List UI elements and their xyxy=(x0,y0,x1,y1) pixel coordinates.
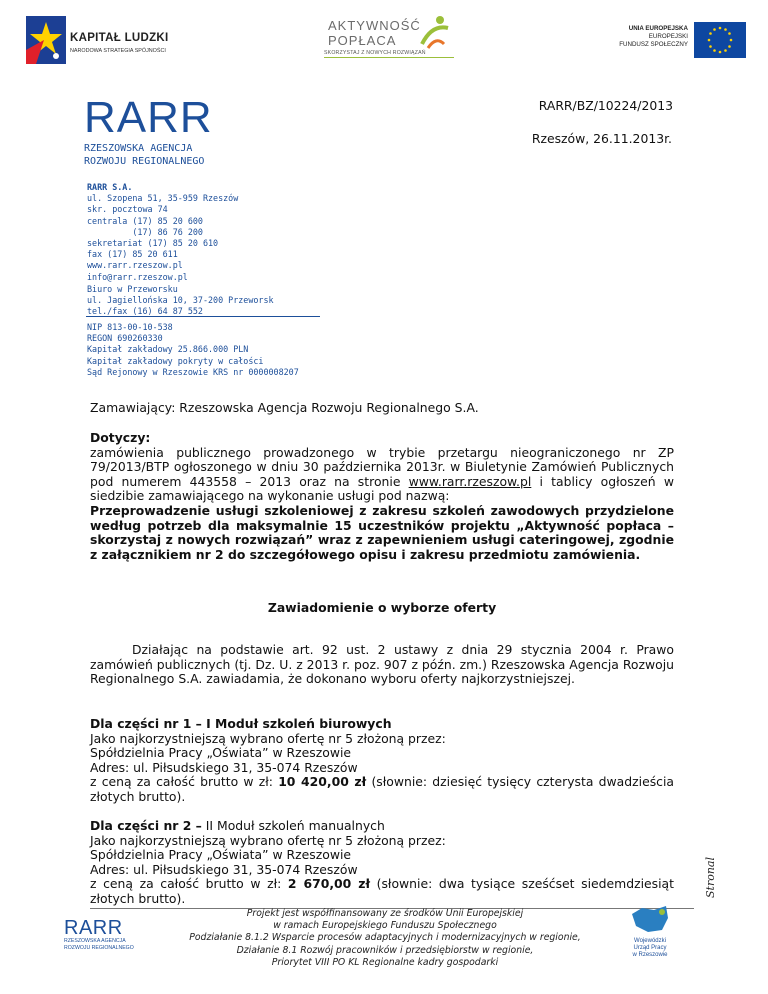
registry-capital-paid: Kapitał zakładowy pokryty w całości xyxy=(87,355,264,366)
kapital-ludzki-title: KAPITAŁ LUDZKI xyxy=(70,32,169,44)
subject-section xyxy=(90,431,674,562)
contact-secretariat: sekretariat (17) 85 20 610 xyxy=(87,238,219,249)
contact-po-box: skr. pocztowa 74 xyxy=(87,204,168,215)
registry-data xyxy=(87,322,299,378)
part2-price-words: (słownie: dwa tysiące sześćset siedemdziesiąt złotych brutto). xyxy=(90,876,674,906)
contact-website: www.rarr.rzeszow.pl xyxy=(87,260,183,271)
registry-nip: NIP 813-00-10-538 xyxy=(87,322,173,332)
aktywnosc-line1: AKTYWNOŚĆ xyxy=(328,18,421,33)
branch-phone: tel./fax (16) 64 87 552 xyxy=(87,306,203,317)
branch-office xyxy=(87,284,274,318)
kapital-ludzki-subtitle: NARODOWA STRATEGIA SPÓJNOŚCI xyxy=(70,48,166,54)
intro-paragraph: Działając na podstawie art. 92 ust. 2 ustawy z dnia 29 stycznia 2004 r. Prawo zamówień publicznych (tj. Dz. U. z 2013 r. poz. 907 z późn. zm.) Rzeszowska Agencja Rozwoju Regionalnego S.A. zawiadamia, że dokonano wyboru oferty najkorzystniejszej. xyxy=(90,642,674,687)
contact-phone-2: (17) 86 76 200 xyxy=(87,226,203,237)
letterhead-divider xyxy=(86,316,320,317)
part2-price-label: z ceną za całość brutto w zł: xyxy=(90,876,288,892)
company-name: RARR S.A. xyxy=(87,182,133,192)
wup-map-icon xyxy=(628,904,672,936)
part1-price-words: (słownie: dziesięć tysięcy czterysta dwadzieścia złotych brutto). xyxy=(90,774,674,804)
aktywnosc-poplaca-logo xyxy=(314,12,464,62)
registry-krs: Sąd Rejonowy w Rzeszowie KRS nr 0000008207 xyxy=(87,366,299,377)
subject-text-b: i tablicy ogłoszeń w siedzibie zamawiającego na wykonanie usługi pod nazwą: xyxy=(90,473,674,504)
running-figure-icon xyxy=(414,14,454,50)
contact-address: ul. Szopena 51, 35-959 Rzeszów xyxy=(87,193,239,204)
footer-line-1: Projekt jest współfinansowany ze środków Unii Europejskiej xyxy=(246,908,524,919)
footer-rarr-sub2: ROZWOJU REGIONALNEGO xyxy=(64,944,134,951)
registry-regon: REGON 690260330 xyxy=(87,333,163,344)
wup-line-1: Wojewódzki xyxy=(634,938,666,944)
footer-rarr-word: RARR xyxy=(64,917,123,939)
part2-price-line xyxy=(90,877,674,906)
wup-logo xyxy=(622,902,678,972)
footer-rarr-logo xyxy=(64,918,144,970)
kapital-ludzki-star-icon xyxy=(26,16,66,64)
subject-label: Dotyczy: xyxy=(90,430,151,445)
part2-title xyxy=(90,819,674,834)
footer-line-4: Działanie 8.1 Rozwój pracowników i przedsiębiorstw w regionie, xyxy=(236,944,534,956)
part1-contractor: Spółdzielnia Pracy „Oświata” w Rzeszowie xyxy=(90,745,352,761)
rarr-logo-sub1: RZESZOWSKA AGENCJA xyxy=(84,143,193,154)
part2-section xyxy=(90,819,674,907)
part1-price-label: z ceną za całość brutto w zł: xyxy=(90,774,279,790)
wup-line-3: w Rzeszowie xyxy=(632,952,668,958)
eu-text xyxy=(619,25,688,49)
contact-email: info@rarr.rzeszow.pl xyxy=(87,271,188,282)
footer-rarr-sub1: RZESZOWSKA AGENCJA xyxy=(64,938,126,944)
aktywnosc-tagline: SKORZYSTAJ Z NOWYCH ROZWIĄZAŃ xyxy=(324,50,426,56)
eu-line1: UNIA EUROPEJSKA xyxy=(628,25,688,32)
part2-title-rest: II Moduł szkoleń manualnych xyxy=(201,818,385,833)
rarr-logo xyxy=(84,93,224,176)
subject-text-a: zamówienia publicznego prowadzonego w trybie przetargu nieograniczonego nr ZP 79/2013/BTP ogłoszonego w dniu 30 października 2013r. w Biuletynie Zamówień Publicznych pod numerem 443558 – 2013 oraz na stronie xyxy=(90,444,674,489)
page-label-text: Stronal xyxy=(704,857,717,898)
footer-line-5: Priorytet VIII PO KL Regionalne kadry gospodarki xyxy=(271,956,499,968)
eu-flag-icon xyxy=(694,22,746,58)
branch-title: Biuro w Przeworsku xyxy=(87,284,178,294)
part1-address: Adres: ul. Piłsudskiego 31, 35-074 Rzeszów xyxy=(90,759,358,775)
part1-title: Dla części nr 1 – I Moduł szkoleń biurowych xyxy=(90,716,392,731)
footer-line-3: Podziałanie 8.1.2 Wsparcie procesów adaptacyjnych i modernizacyjnych w regionie, xyxy=(189,932,581,944)
rarr-website-link[interactable]: www.rarr.rzeszow.pl xyxy=(408,473,532,489)
eu-logo xyxy=(612,22,746,58)
notice-heading: Zawiadomienie o wyborze oferty xyxy=(267,600,497,615)
part2-line1: Jako najkorzystniejszą wybrano ofertę nr 5 złożoną przez: xyxy=(90,832,446,848)
wup-text xyxy=(626,938,674,959)
footer-cofinancing-text xyxy=(170,908,600,969)
part2-contractor: Spółdzielnia Pracy „Oświata” w Rzeszowie xyxy=(90,847,352,863)
rarr-logo-word: RARR xyxy=(84,93,213,142)
subject-service-name: Przeprowadzenie usługi szkoleniowej z zakresu szkoleń zawodowych przydzielone według potrzeb dla maksymalnie 15 uczestników projektu „Aktywność popłaca – skorzystaj z nowych rozwiązań” wraz z zapewnieniem usługi cateringowej, zgodnie z załącznikiem nr 2 do szczegółowego opisu i zakresu przedmiotu zamówienia. xyxy=(90,502,674,562)
branch-address: ul. Jagiellońska 10, 37-200 Przeworsk xyxy=(87,295,274,306)
rarr-logo-sub2: ROZWOJU REGIONALNEGO xyxy=(84,156,205,167)
kapital-ludzki-logo xyxy=(26,16,216,66)
reference-number: RARR/BZ/10224/2013 xyxy=(538,98,673,113)
aktywnosc-line2: POPŁACA xyxy=(328,33,397,48)
part1-price-line xyxy=(90,775,674,804)
part2-price: 2 670,00 zł xyxy=(287,876,371,892)
contact-fax: fax (17) 85 20 611 xyxy=(87,249,178,260)
orderer-line: Zamawiający: Rzeszowska Agencja Rozwoju Regionalnego S.A. xyxy=(90,400,479,415)
part1-price: 10 420,00 zł xyxy=(278,774,367,790)
company-contact xyxy=(87,182,238,283)
eu-line3: FUNDUSZ SPOŁECZNY xyxy=(619,41,688,48)
subject-text xyxy=(90,446,674,504)
footer-line-2: w ramach Europejskiego Funduszu Społecznego xyxy=(273,920,497,932)
contact-phone-1: centrala (17) 85 20 600 xyxy=(87,215,203,226)
registry-capital: Kapitał zakładowy 25.866.000 PLN xyxy=(87,344,249,355)
rarr-logo-subtitle xyxy=(84,142,224,168)
page-label xyxy=(704,844,718,902)
part2-address: Adres: ul. Piłsudskiego 31, 35-074 Rzeszów xyxy=(90,861,358,877)
part1-section xyxy=(90,717,674,805)
document-date: Rzeszów, 26.11.2013r. xyxy=(531,131,672,146)
eu-line2: EUROPEJSKI xyxy=(648,33,688,40)
part1-line1: Jako najkorzystniejszą wybrano ofertę nr 5 złożoną przez: xyxy=(90,730,446,746)
part2-title-bold: Dla części nr 2 – xyxy=(90,818,202,833)
wup-line-2: Urząd Pracy xyxy=(633,945,667,951)
aktywnosc-underline xyxy=(324,57,454,58)
